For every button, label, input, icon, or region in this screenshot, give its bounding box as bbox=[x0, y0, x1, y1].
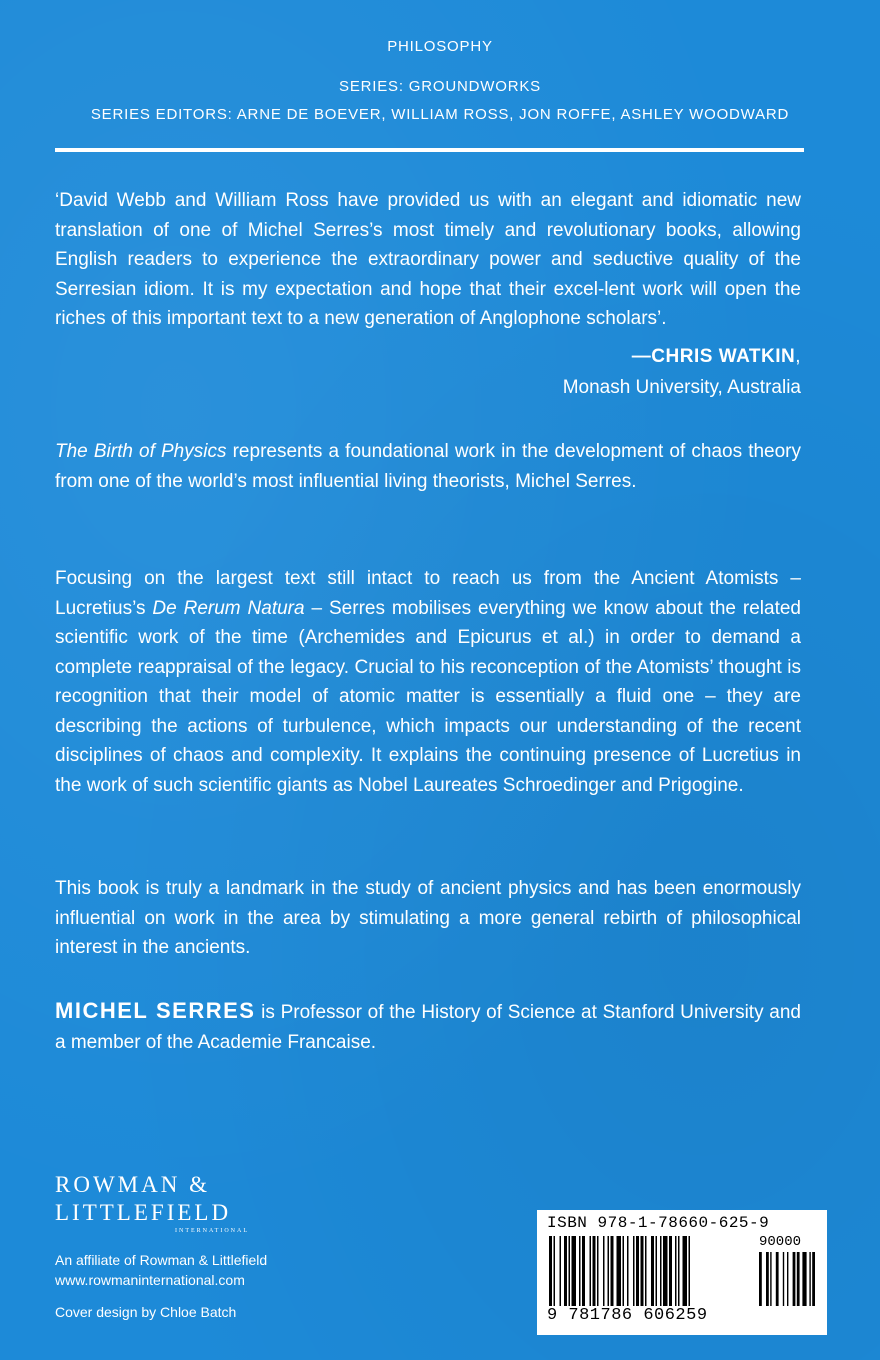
description-text-1: represents a foundational work in the development of chaos theory from one of the world’s most influential living theorists, Michel Serres. bbox=[55, 441, 802, 492]
barcode-addon-bar bbox=[809, 1252, 810, 1306]
category-label: PHILOSOPHY bbox=[387, 38, 493, 55]
barcode-addon-bar bbox=[802, 1252, 806, 1306]
author-name: MICHEL SERRES bbox=[55, 998, 256, 1023]
barcode-addon-bar bbox=[770, 1252, 771, 1306]
barcode-bar bbox=[579, 1236, 581, 1306]
barcode-bar bbox=[617, 1236, 622, 1306]
barcode-addon-bar bbox=[787, 1252, 788, 1306]
description-paragraph-3: This book is truly a landmark in the study of ancient physics and has been enormously influential on work in the area by stimulating a more general rebirth of philosophical interest in the ancients. bbox=[55, 878, 801, 958]
series-label: SERIES: GROUNDWORKS bbox=[339, 78, 541, 95]
description-paragraph-2 bbox=[55, 564, 801, 800]
quote-affiliation: Monash University, Australia bbox=[562, 377, 801, 398]
publisher-logo bbox=[55, 1172, 249, 1234]
barcode-bar bbox=[593, 1236, 596, 1306]
book-title: The Birth of Physics bbox=[55, 441, 227, 462]
publisher-logo-line1: ROWMAN & bbox=[55, 1172, 210, 1197]
barcode-bar bbox=[641, 1236, 644, 1306]
barcode-addon-bar bbox=[812, 1252, 815, 1306]
author-bio-text: is Professor of the History of Science at Stanford University and a member of the Academie Francaise. bbox=[55, 1002, 801, 1053]
description-text-2b: – Serres mobilises everything we know about the related scientific work of the time (Archemides and Epicurus et al.) in order to demand a complete reappraisal of the legacy. Crucial to his reconception of the Atomists’ thought is recognition that their model of atomic matter is essentially a fluid one – they are describing the actions of turbulence, which impacts our understanding of the recent disciplines of chaos and complexity. It explains the continuing presence of Lucretius in the work of such scientific giants as Nobel Laureates Schroedinger and Prigogine. bbox=[55, 597, 801, 796]
barcode-bar bbox=[633, 1236, 635, 1306]
barcode-bar bbox=[623, 1236, 625, 1306]
barcode-bar bbox=[636, 1236, 639, 1306]
series-editors: SERIES EDITORS: ARNE DE BOEVER, WILLIAM ROSS, JON ROFFE, ASHLEY WOODWARD bbox=[90, 106, 790, 123]
isbn-barcode bbox=[537, 1210, 827, 1335]
quote-author-comma: , bbox=[795, 346, 801, 367]
work-title: De Rerum Natura bbox=[152, 597, 305, 619]
isbn-label: ISBN 978-1-78660-625-9 bbox=[547, 1214, 770, 1232]
barcode-bar bbox=[689, 1236, 691, 1306]
barcode-addon-bar bbox=[783, 1252, 784, 1306]
barcode-bar bbox=[669, 1236, 672, 1306]
barcode-bar bbox=[627, 1236, 629, 1306]
barcode-addon-bar bbox=[793, 1252, 796, 1306]
barcode-bar bbox=[549, 1236, 552, 1306]
cover-design-credit: Cover design by Chloe Batch bbox=[55, 1304, 237, 1320]
publisher-logo-line3: INTERNATIONAL bbox=[175, 1228, 249, 1234]
author-bio bbox=[55, 996, 801, 1057]
barcode-addon-bar bbox=[766, 1252, 769, 1306]
barcode-digits: 9 781786 606259 bbox=[547, 1306, 708, 1325]
quote-author: —CHRIS WATKIN bbox=[631, 346, 796, 367]
barcode-bar bbox=[678, 1236, 680, 1306]
barcode-bar bbox=[651, 1236, 654, 1306]
barcode-bar bbox=[660, 1236, 662, 1306]
description-text-2a: Focusing on the largest text still intact to reach us from the Ancient Atomists – Lucretius’s bbox=[55, 568, 801, 619]
barcode-addon-bar bbox=[776, 1252, 779, 1306]
barcode-bar bbox=[611, 1236, 614, 1306]
barcode-bar bbox=[572, 1236, 577, 1306]
barcode-bar bbox=[603, 1236, 605, 1306]
publisher-logo-line2: LITTLEFIELD bbox=[55, 1200, 232, 1225]
barcode-bar bbox=[564, 1236, 567, 1306]
description-paragraph-1 bbox=[55, 437, 801, 496]
barcode-bar bbox=[582, 1236, 585, 1306]
header-divider bbox=[55, 148, 804, 152]
barcode-bar bbox=[569, 1236, 571, 1306]
barcode-addon-bar bbox=[759, 1252, 762, 1306]
barcode-bar bbox=[683, 1236, 688, 1306]
quote-attribution bbox=[632, 346, 801, 368]
barcode-bar bbox=[590, 1236, 592, 1306]
barcode-bar bbox=[597, 1236, 599, 1306]
endorsement-quote: ‘David Webb and William Ross have provided us with an elegant and idiomatic new translation of one of Michel Serres’s most timely and revolutionary books, allowing English readers to experience the extraordinary power and seductive quality of the Serresian idiom. It is my expectation and hope that their excel-lent work will open the riches of this important text to a new generation of Anglophone scholars’. bbox=[55, 190, 801, 329]
barcode-bar bbox=[608, 1236, 610, 1306]
barcode-addon-bar bbox=[797, 1252, 800, 1306]
barcode-bar bbox=[675, 1236, 677, 1306]
barcode-bar bbox=[645, 1236, 647, 1306]
barcode-bar bbox=[656, 1236, 658, 1306]
barcode-addon: 90000 bbox=[759, 1234, 802, 1250]
barcode-bar bbox=[663, 1236, 668, 1306]
publisher-website: www.rowmaninternational.com bbox=[55, 1272, 245, 1288]
barcode-bar bbox=[554, 1236, 556, 1306]
barcode-bar bbox=[560, 1236, 562, 1306]
publisher-affiliate: An affiliate of Rowman & Littlefield bbox=[55, 1252, 268, 1268]
